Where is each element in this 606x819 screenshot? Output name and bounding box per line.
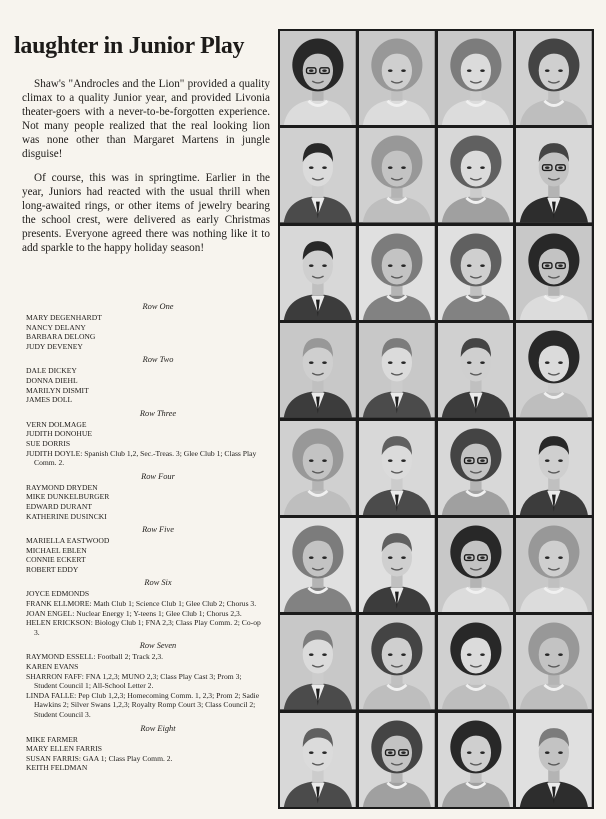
- student-portrait: [359, 323, 435, 417]
- student-portrait: [438, 226, 514, 320]
- student-name: JAMES DOLL: [26, 395, 73, 405]
- student-portrait: [516, 421, 592, 515]
- student-portrait: [516, 323, 592, 417]
- student-portrait: [280, 31, 356, 125]
- student-name: MARIELLA EASTWOOD: [26, 536, 110, 546]
- student-portrait: [359, 421, 435, 515]
- row-block: [26, 472, 266, 521]
- student-portrait: [438, 615, 514, 709]
- student-name: DONNA DIEHL: [26, 375, 78, 385]
- student-name: JUDITH DOYLE: Spanish Club 1,2, Sec.-Treas. 3; Glee Club 1; Class Play Comm. 2.: [26, 448, 257, 468]
- row-heading: Row Six: [144, 578, 172, 588]
- student-name: CONNIE ECKERT: [26, 555, 86, 565]
- student-name: RAYMOND DRYDEN: [26, 482, 98, 492]
- row-block: [26, 302, 266, 351]
- student-portrait: [359, 713, 435, 807]
- student-name: JUDITH DONOHUE: [26, 429, 93, 439]
- student-portrait: [516, 713, 592, 807]
- student-portrait: [516, 31, 592, 125]
- text-column: [14, 33, 270, 267]
- student-portrait: [359, 128, 435, 222]
- student-portrait: [280, 128, 356, 222]
- student-portrait: [359, 518, 435, 612]
- student-name: FRANK ELLMORE: Math Club 1; Science Club 1; Glee Club 2; Chorus 3.: [26, 599, 257, 609]
- student-portrait: [516, 518, 592, 612]
- student-name: SUE DORRIS: [26, 438, 71, 448]
- student-name: RAYMOND ESSELL: Football 2; Track 2,3.: [26, 652, 164, 662]
- student-portrait: [438, 713, 514, 807]
- student-name: JUDY DEVENEY: [26, 341, 83, 351]
- row-block: [26, 355, 266, 404]
- student-name: MICHAEL EBLEN: [26, 545, 87, 555]
- student-name: MIKE DUNKELBURGER: [26, 492, 110, 502]
- student-portrait: [280, 518, 356, 612]
- student-portrait: [280, 421, 356, 515]
- row-heading: Row Three: [139, 408, 177, 418]
- student-portrait: [280, 615, 356, 709]
- student-name: SUSAN FARRIS: GAA 1; Class Play Comm. 2.: [26, 753, 173, 763]
- student-portrait: [438, 518, 514, 612]
- row-block: [26, 641, 266, 719]
- portrait-grid: [278, 29, 594, 809]
- student-name: KEITH FELDMAN: [26, 763, 88, 773]
- student-name: LINDA FALLE: Pep Club 1,2,3; Homecoming Comm. 1, 2,3; Prom 2; Sadie Hawkins 2; Silver Swans 1,2,3; Royalty Romp Court 3; Class Council 2; Student Council 3.: [26, 690, 260, 719]
- row-heading: Row Five: [142, 525, 174, 535]
- row-heading: Row Two: [142, 355, 174, 365]
- student-name: JOYCE EDMONDS: [26, 589, 90, 599]
- row-block: [26, 724, 266, 773]
- student-name: DALE DICKEY: [26, 366, 77, 376]
- student-name: MIKE FARMER: [26, 734, 78, 744]
- row-block: [26, 578, 266, 637]
- student-name: MARY ELLEN FARRIS: [26, 744, 102, 754]
- student-name: BARBARA DELONG: [26, 332, 96, 342]
- row-heading: Row One: [142, 302, 174, 311]
- student-name: NANCY DELANY: [26, 322, 86, 332]
- row-heading: Row Seven: [139, 641, 177, 651]
- student-portrait: [438, 421, 514, 515]
- student-name: KAREN EVANS: [26, 662, 79, 672]
- paragraph-2: Of course, this was in springtime. Earlier in the year, Juniors had reacted with the usual thrill when long-awaited rings, or other items of jewelry bearing the school crest, were delivered as early Christmas presents. Everyone agreed there was nothing like it to add sparkle to the happy holiday season!: [22, 172, 270, 254]
- student-portrait: [280, 323, 356, 417]
- student-name: SHARRON FAFF: FNA 1,2,3; MUNO 2,3; Class Play Cast 3; Prom 3; Student Council 1; All-School Letter 2.: [26, 671, 242, 691]
- student-portrait: [438, 31, 514, 125]
- name-roster: [26, 302, 266, 777]
- student-portrait: [438, 128, 514, 222]
- student-name: HELEN ERICKSON: Biology Club 1; FNA 2,3; Class Play Comm. 2; Co-op 3.: [26, 618, 261, 637]
- student-portrait: [516, 615, 592, 709]
- headline: laughter in Junior Play: [14, 33, 245, 59]
- student-portrait: [516, 128, 592, 222]
- row-block: [26, 525, 266, 574]
- row-heading: Row Eight: [140, 723, 176, 733]
- student-name: MARY DEGENHARDT: [26, 313, 102, 322]
- student-name: KATHERINE DUSINCKI: [26, 511, 107, 521]
- student-name: MARILYN DISMIT: [26, 385, 89, 395]
- student-name: VERN DOLMAGE: [26, 419, 87, 429]
- student-portrait: [516, 226, 592, 320]
- row-block: [26, 409, 266, 468]
- student-portrait: [359, 31, 435, 125]
- student-portrait: [280, 226, 356, 320]
- student-portrait: [359, 615, 435, 709]
- row-heading: Row Four: [141, 471, 175, 481]
- paragraph-1: Shaw's "Androcles and the Lion" provided a quality climax to a quality Junior year, and provided Livonia theater-goers with a never-to-be-forgotten experience. Not many people realized that the real looking lion was none other than Margaret Martens in jungle disguise!: [22, 78, 270, 160]
- student-name: EDWARD DURANT: [26, 501, 93, 511]
- student-name: JOAN ENGEL: Nuclear Energy 1; Y-teens 1; Glee Club 1; Chorus 2,3.: [26, 608, 242, 618]
- student-name: ROBERT EDDY: [26, 564, 79, 574]
- student-portrait: [438, 323, 514, 417]
- student-portrait: [280, 713, 356, 807]
- student-portrait: [359, 226, 435, 320]
